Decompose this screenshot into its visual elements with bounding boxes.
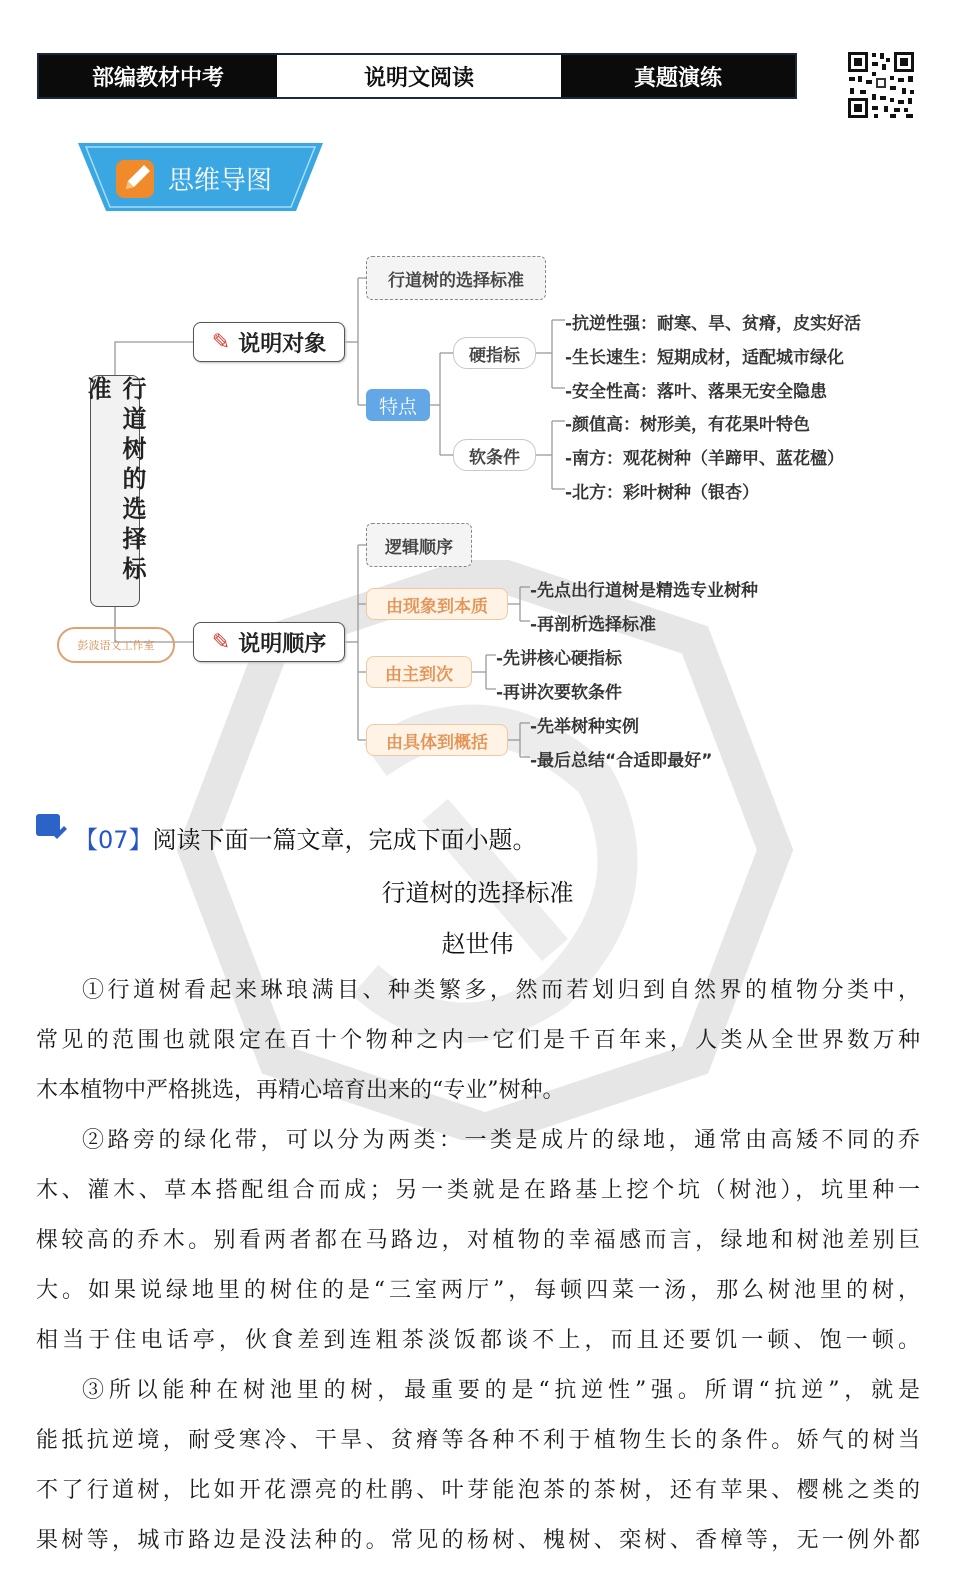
article-line: 相当于住电话亭，伙食差到连粗茶淡饭都谈不上，而且还要饥一顿、饱一顿。 (36, 1328, 920, 1353)
question-number: 【07】 (74, 826, 153, 854)
soft-item-1: -颜值高：树形美，有花果叶特色 (565, 415, 811, 435)
node-feature: 特点 (366, 389, 430, 421)
article-line: ②路旁的绿化带，可以分为两类：一类是成片的绿地，通常由高矮不同的乔 (82, 1128, 920, 1153)
studio-stamp: 彭波语文工作室 (57, 627, 175, 663)
mind-map-root (83, 375, 146, 607)
header-topic: 说明文阅读 (277, 55, 561, 97)
question-instruction: 阅读下面一篇文章，完成下面小题。 (152, 826, 537, 854)
article-line: 能抵抗逆境，耐受寒冷、干旱、贫瘠等各种不利于植物生长的条件。娇气的树当 (36, 1428, 920, 1453)
node-object-standard: 行道树的选择标准 (366, 256, 546, 300)
article-body (36, 966, 920, 1566)
node-soft-condition: 软条件 (453, 439, 536, 471)
article-line: 果树等，城市路边是没法种的。常见的杨树、槐树、栾树、香樟等，无一例外都 (36, 1528, 920, 1553)
branch-object-label: 说明对象 (238, 331, 327, 357)
order-item: -先举树种实例 (530, 717, 640, 737)
article-title: 行道树的选择标准 (381, 879, 574, 907)
order-item: -再剖析选择标准 (530, 615, 657, 635)
branch-order-label: 说明顺序 (238, 631, 327, 657)
pencil-icon: ✎ (211, 629, 231, 655)
order-specific-to-general: 由具体到概括 (366, 724, 508, 756)
branch-order (193, 622, 345, 662)
hard-item-2: -生长速生：短期成材，适配城市绿化 (565, 348, 845, 368)
article-line: 木、灌木、草本搭配组合而成；另一类就是在路基上挖个坑（树池），坑里种一 (36, 1178, 920, 1203)
node-hard-indicator: 硬指标 (453, 337, 536, 369)
article-line: 大。如果说绿地里的树住的是“三室两厅”，每顿四菜一汤，那么树池里的树， (36, 1278, 920, 1303)
article-line: ①行道树看起来琳琅满目、种类繁多，然而若划归到自然界的植物分类中， (82, 978, 920, 1003)
header-textbook: 部编教材中考 (39, 55, 277, 97)
order-item: -先点出行道树是精选专业树种 (530, 581, 759, 601)
node-logic-order: 逻辑顺序 (366, 523, 472, 567)
branch-object (193, 322, 345, 362)
article-author: 赵世伟 (441, 930, 514, 958)
article-line: 不了行道树，比如开花漂亮的杜鹃、叶芽能泡茶的茶树，还有苹果、樱桃之类的 (36, 1478, 920, 1503)
article-line: 常见的范围也就限定在百十个物种之内一它们是千百年来，人类从全世界数万种 (36, 1028, 920, 1053)
order-item: -最后总结“合适即最好” (530, 751, 713, 771)
hard-item-3: -安全性高：落叶、落果无安全隐患 (565, 382, 828, 402)
soft-item-2: -南方：观花树种（羊蹄甲、蓝花楹） (565, 449, 845, 469)
root-label: 行道树的选择标准 (83, 376, 146, 586)
article-line: 棵较高的乔木。别看两者都在马路边，对植物的幸福感而言，绿地和树池差别巨 (36, 1228, 920, 1253)
question-heading (74, 820, 537, 855)
pencil-icon: ✎ (211, 329, 231, 355)
order-phenomenon-to-essence: 由现象到本质 (366, 588, 508, 620)
order-primary-to-secondary: 由主到次 (366, 656, 472, 688)
header-practice: 真题演练 (561, 55, 795, 97)
article-line: ③所以能种在树池里的树，最重要的是“抗逆性”强。所谓“抗逆”，就是 (82, 1378, 920, 1403)
article-line: 木本植物中严格挑选，再精心培育出来的“专业”树种。 (36, 1078, 565, 1103)
order-item: -再讲次要软条件 (496, 683, 623, 703)
question-marker-icon (36, 812, 68, 840)
order-item: -先讲核心硬指标 (496, 649, 623, 669)
hard-item-1: -抗逆性强：耐寒、旱、贫瘠，皮实好活 (565, 314, 862, 334)
soft-item-3: -北方：彩叶树种（银杏） (565, 483, 760, 503)
banner-label: 思维导图 (168, 165, 273, 195)
